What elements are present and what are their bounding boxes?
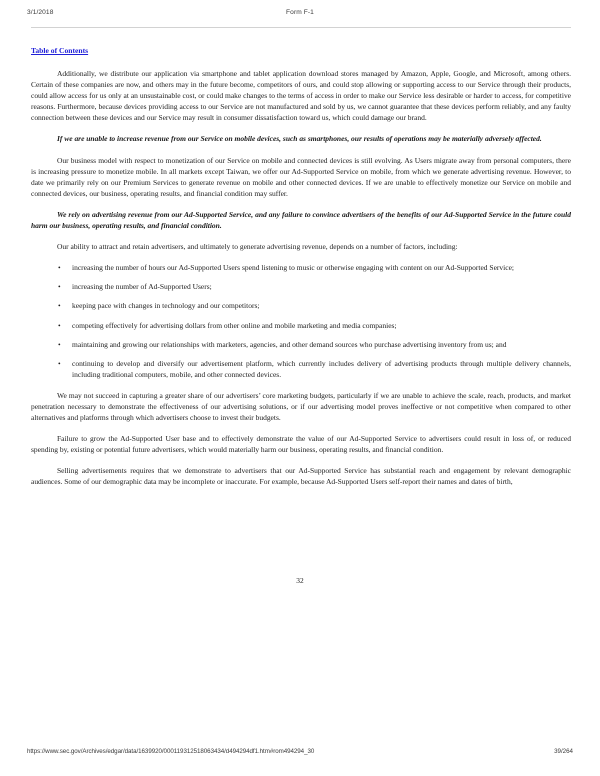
paragraph-mobile-monetization: Our business model with respect to monetization of our Service on mobile and connected devices is still evolving. As Users migrate away from personal computers, there is increasing pressure to monetize mobile. In all markets except Taiwan, we offer our Ad-Supported Service on mobile, from which we generate advertising revenue. However, to date we primarily rely on our Premium Services to generate revenue on mobile and other connected devices. If we are unable to effectively monetize our Service on mobile and connected devices, our business, operating results, and financial condition may suffer. [31, 155, 571, 198]
paragraph-attract-advertisers: Our ability to attract and retain advertisers, and ultimately to generate advertising revenue, depends on a number of factors, including: [57, 242, 458, 252]
print-footer-url: https://www.sec.gov/Archives/edgar/data/1639920/000119312518063434/d494294df1.htm#rom494294_30 [27, 748, 315, 755]
document-content [31, 40, 571, 498]
bullet-list-advertising-factors [31, 262, 571, 380]
list-item [31, 339, 571, 350]
paragraph-failure-to-grow: Failure to grow the Ad-Supported User base and to effectively demonstrate the value of our Ad-Supported Service to advertisers could result in loss of, or reduced spending by, existing or potential future advertisers, which would materially harm our business, operating results, and financial condition. [31, 434, 571, 455]
browser-print-header [0, 0, 600, 30]
list-item-text: increasing the number of Ad-Supported Users; [72, 282, 212, 292]
paragraph-selling-advertisements: Selling advertisements requires that we demonstrate to advertisers that our Ad-Supported Service has substantial reach and engagement by relevant demographic audiences. Some of our demographic data may be incomplete or inaccurate. For example, because Ad-Supported Users self-report their names and dates of birth, [31, 466, 571, 487]
bullet-dot-icon: • [58, 358, 61, 368]
bullet-dot-icon: • [58, 263, 61, 273]
table-of-contents-link[interactable]: Table of Contents [31, 46, 89, 55]
list-item-text: keeping pace with changes in technology and our competitors; [72, 301, 260, 311]
list-item [31, 320, 571, 331]
list-item [31, 281, 571, 292]
list-item-text: competing effectively for advertising dollars from other online and mobile marketing and media companies; [72, 320, 397, 330]
risk-heading-advertising-revenue: We rely on advertising revenue from our Ad-Supported Service, and any failure to convince advertisers of the benefits of our Ad-Supported Service in the future could harm our business, operating results, and financial condition. [31, 209, 571, 231]
risk-heading-mobile-revenue: If we are unable to increase revenue from our Service on mobile devices, such as smartphones, our results of operations may be materially adversely affected. [57, 134, 542, 144]
print-header-date: 3/1/2018 [27, 9, 54, 16]
list-item-text: maintaining and growing our relationships with marketers, agencies, and other demand sources who purchase advertising inventory from us; and [72, 339, 507, 349]
list-item [31, 300, 571, 311]
list-item [31, 262, 571, 273]
bullet-dot-icon: • [58, 282, 61, 292]
list-item [31, 358, 571, 380]
print-footer-page-indicator: 39/264 [554, 748, 573, 755]
paragraph-market-penetration: We may not succeed in capturing a greater share of our advertisers’ core marketing budgets, particularly if we are unable to achieve the scale, reach, products, and market penetration necessary to demonstrate the effectiveness of our advertising solutions, or if our advertising model proves ineffective or not competitive when compared to other alternatives and platforms through which advertisers choose to invest their budgets. [31, 390, 571, 423]
document-page [0, 30, 600, 742]
print-header-document-title: Form F-1 [286, 9, 314, 16]
document-page-number: 32 [296, 576, 304, 585]
paragraph-distribute-app-stores: Additionally, we distribute our application via smartphone and tablet application download stores managed by Amazon, Apple, Google, and Microsoft, among others. Certain of these companies are now, and others may in the future become, competitors of ours, and could stop allowing or supporting access to our Service through their products, could allow access for us only at an unsustainable cost, or could make changes to the terms of access in order to make our Service less desirable or harder to access, for competitive reasons. Furthermore, because devices providing access to our Service are not manufactured and sold by us, we cannot guarantee that these devices perform reliably, and any faulty connection between these devices and our Service may result in consumer dissatisfaction toward us, which could damage our brand. [31, 69, 571, 123]
list-item-text: increasing the number of hours our Ad-Supported Users spend listening to music or otherwise engaging with content on our Ad-Supported Service; [72, 263, 515, 273]
bullet-dot-icon: • [58, 339, 61, 349]
header-divider [31, 27, 571, 28]
browser-print-footer [0, 748, 600, 764]
list-item-text: continuing to develop and diversify our advertisement platform, which currently includes delivery of advertising products through multiple delivery channels, including traditional computers, mobile, and other connected devices. [72, 358, 571, 379]
bullet-dot-icon: • [58, 301, 61, 311]
bullet-dot-icon: • [58, 320, 61, 330]
